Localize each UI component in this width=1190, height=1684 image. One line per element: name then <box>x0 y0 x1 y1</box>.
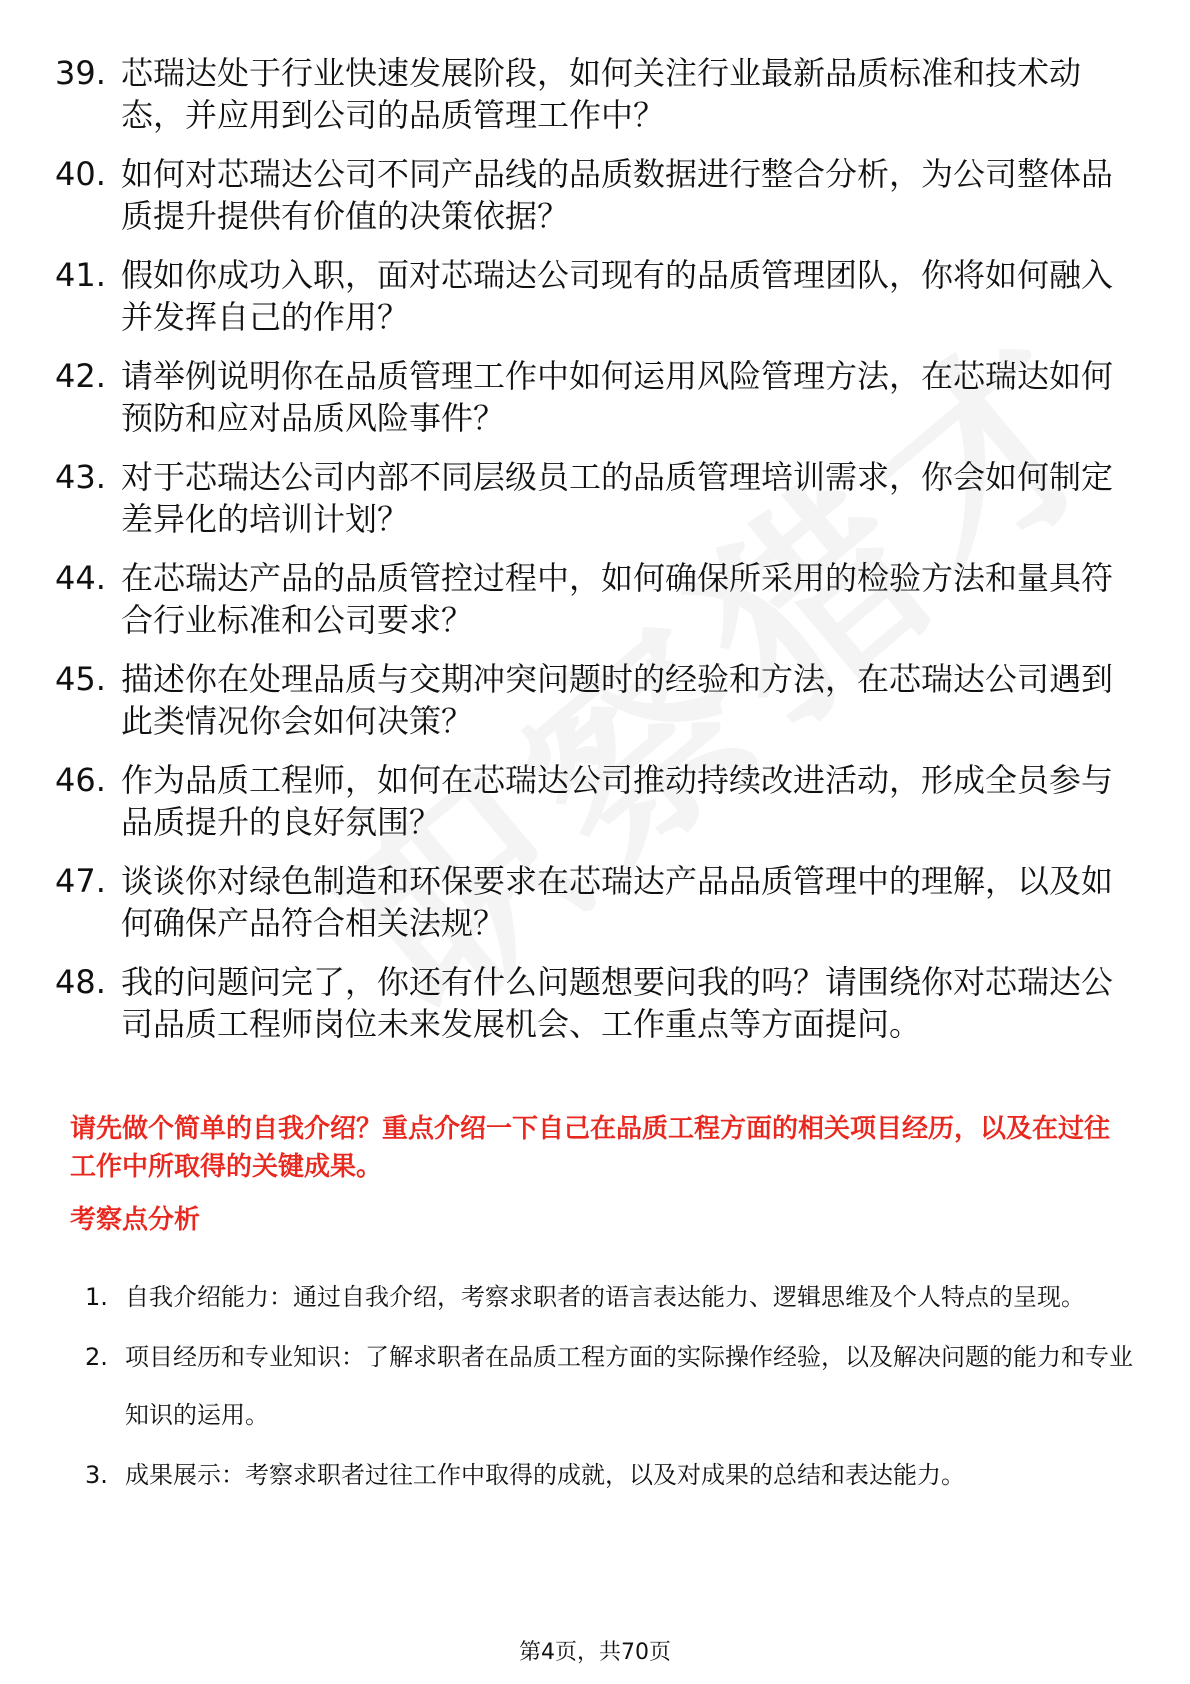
question-number: 48. <box>55 963 106 1001</box>
question-text: 如何对芯瑞达公司不同产品线的品质数据进行整合分析，为公司整体品质提升提供有价值的决策依据？ <box>121 155 1114 235</box>
question-item <box>55 153 1135 237</box>
question-number: 44. <box>55 559 106 597</box>
question-text: 作为品质工程师，如何在芯瑞达公司推动持续改进活动，形成全员参与品质提升的良好氛围？ <box>121 761 1114 841</box>
question-text: 谈谈你对绿色制造和环保要求在芯瑞达产品品质管理中的理解，以及如何确保产品符合相关法规？ <box>121 862 1114 942</box>
question-item <box>55 456 1135 540</box>
question-text: 我的问题问完了，你还有什么问题想要问我的吗？请围绕你对芯瑞达公司品质工程师岗位未来发展机会、工作重点等方面提问。 <box>121 963 1114 1043</box>
question-text: 请举例说明你在品质管理工作中如何运用风险管理方法，在芯瑞达如何预防和应对品质风险事件？ <box>121 357 1114 437</box>
question-item <box>55 759 1135 843</box>
question-number: 45. <box>55 660 106 698</box>
question-item <box>55 860 1135 944</box>
analysis-item <box>85 1446 1135 1504</box>
analysis-list <box>85 1268 1135 1506</box>
question-item <box>55 658 1135 742</box>
question-item <box>55 52 1135 136</box>
question-number: 43. <box>55 458 106 496</box>
analysis-number: 2. <box>85 1343 108 1371</box>
question-text: 假如你成功入职，面对芯瑞达公司现有的品质管理团队，你将如何融入并发挥自己的作用？ <box>121 256 1114 336</box>
analysis-item <box>85 1328 1135 1444</box>
question-item <box>55 254 1135 338</box>
question-text: 在芯瑞达产品的品质管控过程中，如何确保所采用的检验方法和量具符合行业标准和公司要求？ <box>121 559 1114 639</box>
question-number: 39. <box>55 54 106 92</box>
question-text: 对于芯瑞达公司内部不同层级员工的品质管理培训需求，你会如何制定差异化的培训计划？ <box>121 458 1114 538</box>
question-item <box>55 557 1135 641</box>
question-number: 46. <box>55 761 106 799</box>
interview-prompt: 请先做个简单的自我介绍？重点介绍一下自己在品质工程方面的相关项目经历，以及在过往工作中所取得的关键成果。 <box>70 1114 1111 1182</box>
question-number: 40. <box>55 155 106 193</box>
question-text: 芯瑞达处于行业快速发展阶段，如何关注行业最新品质标准和技术动态，并应用到公司的品质管理工作中？ <box>121 54 1082 134</box>
analysis-text: 项目经历和专业知识：了解求职者在品质工程方面的实际操作经验，以及解决问题的能力和专业知识的运用。 <box>125 1343 1133 1429</box>
analysis-text: 成果展示：考察求职者过往工作中取得的成就，以及对成果的总结和表达能力。 <box>125 1461 965 1489</box>
question-number: 47. <box>55 862 106 900</box>
question-text: 描述你在处理品质与交期冲突问题时的经验和方法，在芯瑞达公司遇到此类情况你会如何决策？ <box>121 660 1114 740</box>
analysis-number: 3. <box>85 1461 108 1489</box>
question-item <box>55 961 1135 1045</box>
analysis-item <box>85 1268 1135 1326</box>
question-item <box>55 355 1135 439</box>
analysis-number: 1. <box>85 1283 108 1311</box>
question-number: 42. <box>55 357 106 395</box>
analysis-heading: 考察点分析 <box>70 1205 201 1235</box>
question-list <box>55 52 1135 1062</box>
question-number: 41. <box>55 256 106 294</box>
page-footer: 第4页，共70页 <box>519 1640 671 1665</box>
analysis-text: 自我介绍能力：通过自我介绍，考察求职者的语言表达能力、逻辑思维及个人特点的呈现。 <box>125 1283 1085 1311</box>
